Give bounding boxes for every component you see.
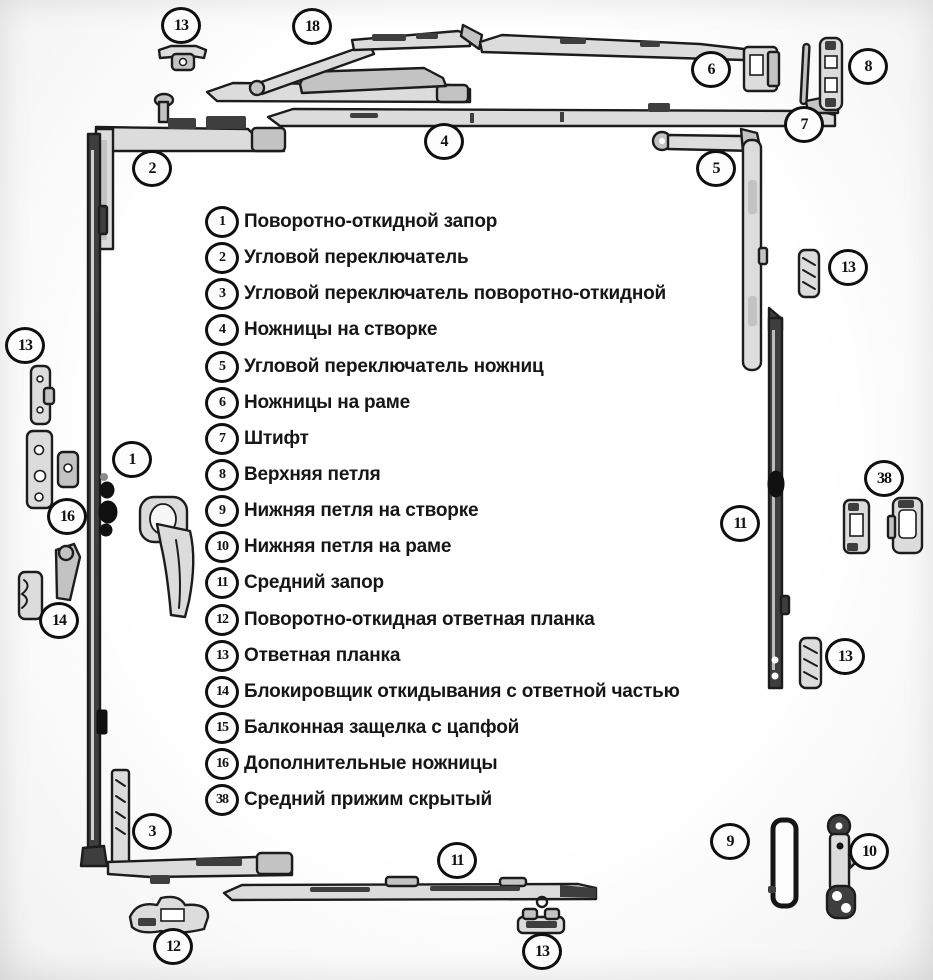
part-top-hinge (820, 38, 842, 110)
legend-item (205, 674, 680, 710)
callout-14: 14 (39, 602, 79, 639)
legend-label: Угловой переключатель (244, 247, 469, 269)
legend-label: Блокировщик откидывания с ответной частью (244, 680, 680, 702)
legend-number-badge: 10 (205, 531, 239, 563)
callout-6: 6 (691, 51, 731, 88)
callout-2: 2 (132, 150, 172, 187)
callout-8: 8 (848, 48, 888, 85)
legend-label: Ножницы на раме (244, 391, 411, 413)
legend-number-badge: 8 (205, 459, 239, 491)
callout-7: 7 (784, 106, 824, 143)
legend-item (205, 312, 680, 348)
part-hidden-clamp-right (888, 498, 922, 553)
part-striker-right-upper (799, 250, 819, 297)
legend-number-badge: 6 (205, 387, 239, 419)
callout-38: 38 (864, 460, 904, 497)
legend-number-badge: 38 (205, 784, 239, 816)
legend-item (205, 385, 680, 421)
legend-number-badge: 16 (205, 748, 239, 780)
callout-12: 12 (153, 928, 193, 965)
legend-number-badge: 5 (205, 351, 239, 383)
legend-item (205, 602, 680, 638)
legend-number-badge: 15 (205, 712, 239, 744)
callout-5: 5 (696, 150, 736, 187)
legend-number-badge: 7 (205, 423, 239, 455)
legend-item (205, 240, 680, 276)
legend-item (205, 746, 680, 782)
legend-label: Дополнительные ножницы (244, 753, 498, 775)
legend-number-badge: 11 (205, 567, 239, 599)
part-striker-left (31, 366, 54, 424)
legend (205, 204, 680, 818)
callout-4: 4 (424, 123, 464, 160)
part-striker-bottom (518, 909, 564, 933)
part-middle-lock-rail (224, 877, 596, 907)
legend-label: Балконная защелка с цапфой (244, 717, 520, 739)
legend-item (205, 421, 680, 457)
legend-label: Штифт (244, 427, 309, 449)
legend-number-badge: 12 (205, 604, 239, 636)
callout-13-right-lower: 13 (825, 638, 865, 675)
part-middle-lock-vertical (768, 308, 789, 688)
legend-label: Поворотно-откидной запор (244, 211, 498, 233)
part-hidden-clamp-left (844, 500, 869, 553)
legend-label: Верхняя петля (244, 464, 381, 486)
part-frame-scissors-bracket (744, 47, 779, 91)
legend-item (205, 638, 680, 674)
legend-number-badge: 1 (205, 206, 239, 238)
legend-item (205, 493, 680, 529)
legend-label: Средний запор (244, 572, 384, 594)
callout-18: 18 (292, 8, 332, 45)
legend-item (205, 565, 680, 601)
legend-label: Средний прижим скрытый (244, 789, 493, 811)
callout-16: 16 (47, 498, 87, 535)
callout-11-bottom: 11 (437, 842, 477, 879)
legend-item (205, 349, 680, 385)
legend-number-badge: 13 (205, 640, 239, 672)
part-locking-cams (99, 473, 117, 536)
callout-9: 9 (710, 823, 750, 860)
legend-number-badge: 9 (205, 495, 239, 527)
callout-11-right: 11 (720, 505, 760, 542)
callout-13-top-left: 13 (161, 7, 201, 44)
legend-label: Угловой переключатель поворотно-откидной (244, 283, 667, 305)
part-frame-scissors (461, 25, 779, 91)
legend-item (205, 276, 680, 312)
part-additional-scissors (27, 431, 78, 508)
callout-13-right-upper: 13 (828, 249, 868, 286)
part-pin (800, 44, 809, 104)
legend-item (205, 782, 680, 818)
legend-number-badge: 2 (205, 242, 239, 274)
legend-item (205, 529, 680, 565)
callout-13-bottom: 13 (522, 933, 562, 970)
part-striker-right-lower (800, 638, 821, 688)
legend-number-badge: 4 (205, 314, 239, 346)
part-bottom-hinge-sash (768, 820, 796, 906)
legend-label: Нижняя петля на створке (244, 500, 479, 522)
legend-item (205, 710, 680, 746)
part-striker-top-left (159, 46, 206, 70)
part-window-handle (140, 497, 193, 617)
part-bottom-hinge-frame (827, 815, 858, 918)
legend-label: Угловой переключатель ножниц (244, 355, 544, 377)
legend-label: Нижняя петля на раме (244, 536, 452, 558)
legend-label: Ножницы на створке (244, 319, 438, 341)
legend-number-badge: 3 (205, 278, 239, 310)
legend-item (205, 457, 680, 493)
callout-13-left: 13 (5, 327, 45, 364)
legend-label: Поворотно-откидная ответная планка (244, 608, 595, 630)
legend-item (205, 204, 680, 240)
callout-10: 10 (849, 833, 889, 870)
legend-number-badge: 14 (205, 676, 239, 708)
callout-1: 1 (112, 441, 152, 478)
part-sash-scissors-assembly (207, 31, 470, 102)
callout-3: 3 (132, 813, 172, 850)
legend-label: Ответная планка (244, 644, 401, 666)
